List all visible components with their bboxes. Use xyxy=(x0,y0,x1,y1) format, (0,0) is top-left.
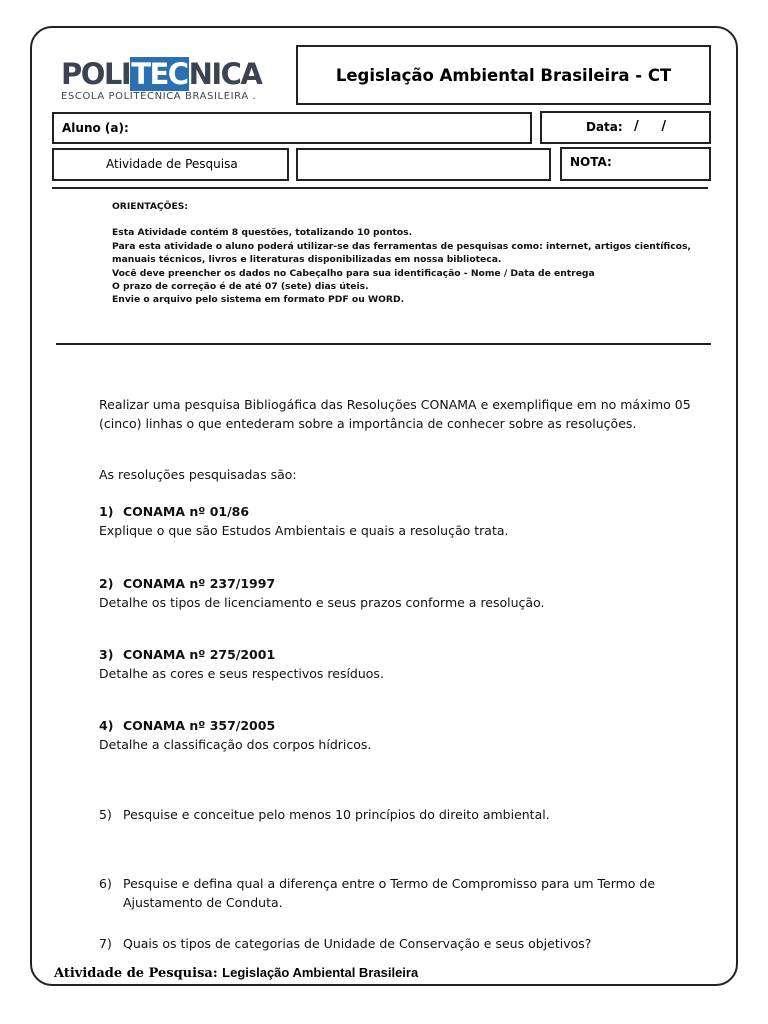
guidelines-block xyxy=(112,200,691,307)
question-number: 6) xyxy=(99,876,112,891)
logo-part-suffix: NICA xyxy=(188,57,262,91)
intro-line: (cinco) linhas o que entederam sobre a importância de conhecer sobre as resoluções. xyxy=(99,416,637,431)
question-text: Pesquise e conceitue pelo menos 10 princípios do direito ambiental. xyxy=(123,807,550,822)
question-number: 7) xyxy=(99,936,112,951)
logo-part-highlight: TEC xyxy=(131,57,188,91)
question-3 xyxy=(99,645,384,683)
question-text: Explique o que são Estudos Ambientais e quais a resolução trata. xyxy=(99,523,509,538)
question-title: CONAMA nº 275/2001 xyxy=(123,647,276,662)
politecnica-logo xyxy=(61,57,262,104)
blank-field[interactable] xyxy=(296,148,551,181)
question-4 xyxy=(99,716,371,754)
question-2 xyxy=(99,574,545,612)
question-title: CONAMA nº 237/1997 xyxy=(123,576,276,591)
date-value: / / xyxy=(634,119,667,134)
question-number: 5) xyxy=(99,807,112,822)
question-title: CONAMA nº 01/86 xyxy=(123,504,250,519)
question-title: CONAMA nº 357/2005 xyxy=(123,718,276,733)
grade-field[interactable] xyxy=(560,147,711,181)
intro-paragraph xyxy=(99,395,691,433)
footer-course: Legislação Ambiental Brasileira xyxy=(222,965,419,980)
guidelines-divider xyxy=(56,343,711,345)
list-intro: As resoluções pesquisadas são: xyxy=(99,467,297,482)
question-number: 1) xyxy=(99,504,114,519)
question-number: 3) xyxy=(99,647,114,662)
footer-activity: Atividade de Pesquisa: xyxy=(54,966,223,981)
guideline-line: O prazo de correção é de até 07 (sete) dias úteis. xyxy=(112,281,369,293)
guideline-line: Envie o arquivo pelo sistema em formato PDF ou WORD. xyxy=(112,294,405,306)
question-text: Ajustamento de Conduta. xyxy=(123,895,283,910)
guideline-line: manuais técnicos, livros e literaturas disponibilizadas em nossa biblioteca. xyxy=(112,254,502,266)
question-5 xyxy=(99,805,550,824)
logo-part-prefix: POLI xyxy=(61,57,131,91)
logo-wordmark xyxy=(61,57,262,91)
activity-type-box xyxy=(52,148,289,181)
question-text: Detalhe a classificação dos corpos hídricos. xyxy=(99,737,372,752)
activity-label: Atividade de Pesquisa xyxy=(106,157,238,171)
question-text: Detalhe as cores e seus respectivos resíduos. xyxy=(99,666,384,681)
question-text: Quais os tipos de categorias de Unidade de Conservação e seus objetivos? xyxy=(123,936,592,951)
logo-subtitle: ESCOLA POLITÉCNICA BRASILEIRA . xyxy=(61,91,257,102)
question-number: 4) xyxy=(99,718,114,733)
question-7 xyxy=(99,934,591,953)
grade-label: NOTA: xyxy=(570,155,612,169)
question-text: Detalhe os tipos de licenciamento e seus prazos conforme a resolução. xyxy=(99,595,545,610)
guideline-line: Você deve preencher os dados no Cabeçalho para sua identificação - Nome / Data de entrega xyxy=(112,267,595,279)
date-label: Data: xyxy=(586,120,623,134)
guidelines-heading: ORIENTAÇÕES: xyxy=(112,201,189,212)
date-field[interactable] xyxy=(540,111,711,144)
question-1 xyxy=(99,502,508,540)
question-6 xyxy=(99,874,655,912)
header-divider xyxy=(52,187,708,189)
page-footer xyxy=(54,965,418,981)
course-title-box xyxy=(296,45,711,105)
course-title: Legislação Ambiental Brasileira - CT xyxy=(335,65,672,85)
student-label: Aluno (a): xyxy=(62,121,129,135)
student-name-field[interactable] xyxy=(52,112,532,144)
question-text: Pesquise e defina qual a diferença entre o Termo de Compromisso para um Termo de xyxy=(123,876,656,891)
guideline-line: Para esta atividade o aluno poderá utilizar-se das ferramentas de pesquisas como: internet, artigos científicos, xyxy=(112,240,691,252)
intro-line: Realizar uma pesquisa Bibliogáfica das Resoluções CONAMA e exemplifique em no máximo 05 xyxy=(99,397,691,412)
guideline-line: Esta Atividade contém 8 questões, totalizando 10 pontos. xyxy=(112,227,413,239)
question-number: 2) xyxy=(99,576,114,591)
